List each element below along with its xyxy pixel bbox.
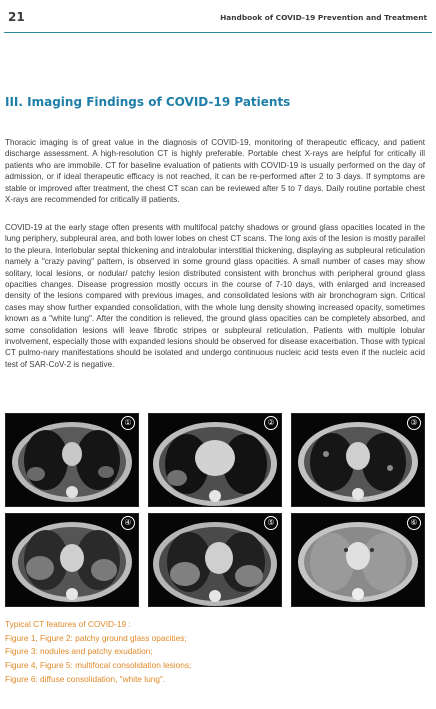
header-rule xyxy=(4,32,432,33)
ct-figure-grid xyxy=(5,413,425,609)
figure-label-5: ⑤ xyxy=(264,516,278,530)
caption-item: Figure 6: diffuse consolidation, "white lung". xyxy=(5,673,166,684)
ct-image-4 xyxy=(5,513,139,607)
caption-item: Figure 3: nodules and patchy exudation; xyxy=(5,646,153,657)
figure-label-2: ② xyxy=(264,416,278,430)
body-paragraph-2: COVID-19 at the early stage often presents with multifocal patchy shadows or ground glass opacities located in the lung periphery, subpleural area, and both lower lobes on chest CT scans. The long axis of the lesion is mostly parallel to the pleura. Interlobular septal thickening and intralobular interstitial thickening, displaying as subpleural reticulation namely a "crazy paving" pattern, is observed in some ground glass opacities. A small number of cases may show solitary, local lesions, or nodular/ patchy lesion distributed consistent with bronchus with peripheral ground glass opacities changes. Disease progression mostly occurs in the course of 7-10 days, with enlarged and increased density of the lesions compared with previous images, and consolidated lesions with air bronchogram sign. Critical cases may show further expanded consolidation, with the whole lung density showing increased opacity, sometimes known as a "white lung". After the condition is relieved, the ground glass opacities can be completely absorbed, and some consolidation lesions will leave fibrotic stripes or subpleural reticulation. Patients with multiple lobular involvement, especially those with expanded lesions should be observed for disease exacerbation. Those with typical CT pulmo-nary manifestations should be isolated and undergo continuous nucleic acid tests even if the nucleic acid test of SAR-CoV-2 is negative. xyxy=(5,223,425,369)
figure-label-3: ③ xyxy=(407,416,421,430)
figure-caption xyxy=(5,618,425,687)
caption-item: Figure 4, Figure 5: multifocal consolidation lesions; xyxy=(5,660,192,671)
ct-image-5 xyxy=(148,513,282,607)
page-number: 21 xyxy=(8,10,25,24)
caption-heading: Typical CT features of COVID-19 : xyxy=(5,619,131,629)
figure-label-4: ④ xyxy=(121,516,135,530)
ct-image-3 xyxy=(291,413,425,507)
page-header xyxy=(0,0,436,36)
ct-scan-graphic xyxy=(149,414,281,506)
ct-image-6 xyxy=(291,513,425,607)
figure-label-6: ⑥ xyxy=(407,516,421,530)
running-title: Handbook of COVID-19 Prevention and Treatment xyxy=(220,13,427,22)
body-paragraph-1: Thoracic imaging is of great value in the diagnosis of COVID-19, monitoring of therapeutic efficacy, and patient discharge assessment. A high-resolution CT is highly preferable. Portable chest X-rays are helpful for critically ill patients who are immobile. CT for baseline evaluation of patients with COVID-19 is usually performed on the day of admission, or if ideal therapeutic efficacy is not reached, it can be re-performed after 2 to 3 days. If symptoms are stable or improved after treatment, the chest CT scan can be reviewed after 5 to 7 days. Daily routine portable chest X-rays are recommended for critically ill patients. xyxy=(5,138,425,205)
ct-scan-graphic xyxy=(6,514,138,606)
ct-scan-graphic xyxy=(6,414,138,506)
ct-image-1 xyxy=(5,413,139,507)
ct-image-2 xyxy=(148,413,282,507)
ct-scan-graphic xyxy=(292,414,424,506)
figure-label-1: ① xyxy=(121,416,135,430)
ct-scan-graphic xyxy=(149,514,281,606)
ct-scan-graphic xyxy=(292,514,424,606)
section-title: III. Imaging Findings of COVID-19 Patients xyxy=(5,95,291,109)
caption-item: Figure 1, Figure 2: patchy ground glass opacities; xyxy=(5,632,187,643)
